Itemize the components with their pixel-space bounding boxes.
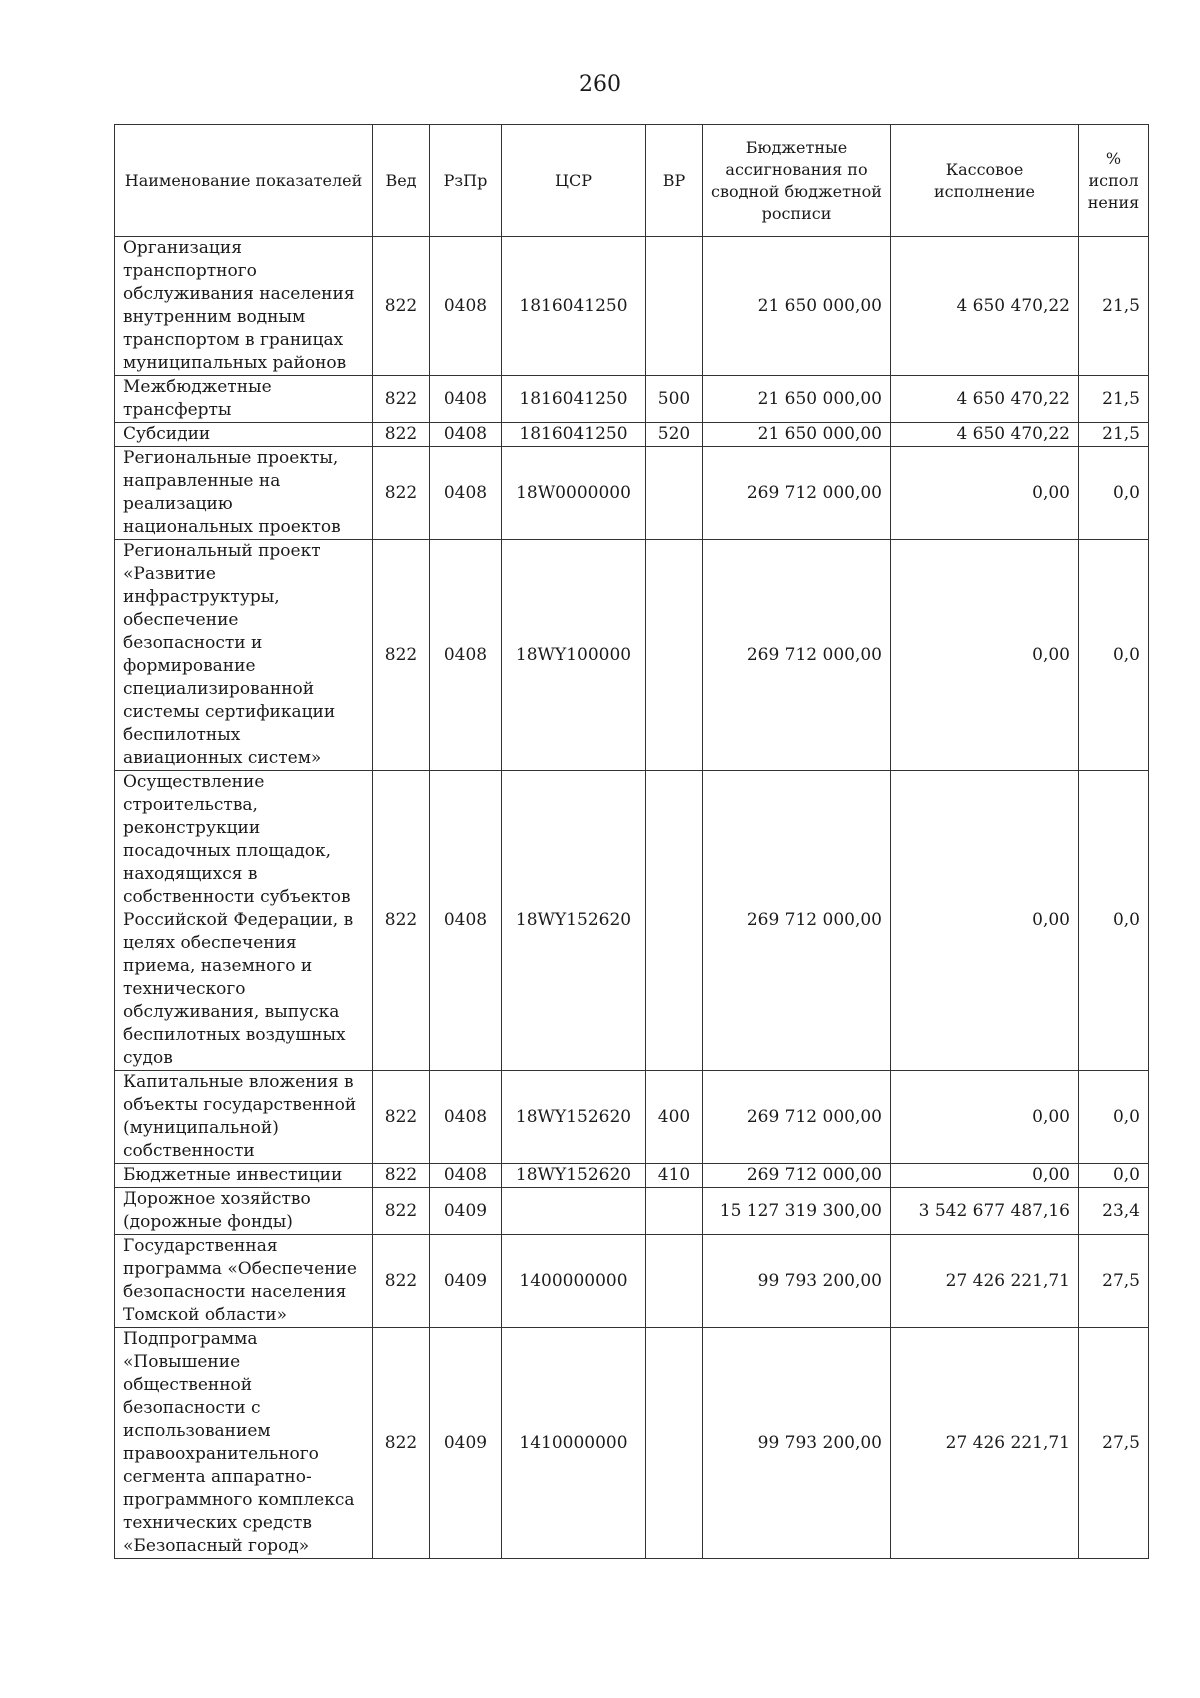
table-header-row [115,125,1149,237]
row-name: Осуществление строительства, реконструкции посадочных площадок, находящихся в собственности субъектов Российской Федерации, в целях обеспечения приема, наземного и технического обслуживания, выпуска беспилотных воздушных судов [115,771,373,1071]
row-budget: 21 650 000,00 [703,237,891,376]
row-csr: 1410000000 [502,1328,646,1559]
table-row [115,1235,1149,1328]
row-name: Бюджетные инвестиции [115,1164,373,1188]
row-rzpr: 0409 [430,1328,502,1559]
row-ved: 822 [373,423,430,447]
row-ved: 822 [373,540,430,771]
row-name: Региональный проект «Развитие инфраструктуры, обеспечение безопасности и формирование специализированной системы сертификации беспилотных авиационных систем» [115,540,373,771]
row-vr [646,1328,703,1559]
row-ved: 822 [373,1328,430,1559]
header-vr: ВР [646,125,703,237]
row-budget: 269 712 000,00 [703,447,891,540]
table-row [115,447,1149,540]
row-vr: 400 [646,1071,703,1164]
header-ved: Вед [373,125,430,237]
row-budget: 269 712 000,00 [703,540,891,771]
row-cash: 0,00 [891,447,1079,540]
row-pct: 23,4 [1079,1188,1149,1235]
row-pct: 21,5 [1079,376,1149,423]
row-pct: 0,0 [1079,1071,1149,1164]
header-name: Наименование показателей [115,125,373,237]
row-pct: 0,0 [1079,447,1149,540]
page-number: 260 [579,72,621,97]
row-rzpr: 0408 [430,1164,502,1188]
row-cash: 27 426 221,71 [891,1235,1079,1328]
table-row [115,1164,1149,1188]
table-row [115,376,1149,423]
row-cash: 4 650 470,22 [891,423,1079,447]
row-name: Подпрограмма «Повышение общественной безопасности с использованием правоохранительного сегмента аппаратно-программного комплекса технических средств «Безопасный город» [115,1328,373,1559]
row-cash: 0,00 [891,1071,1079,1164]
row-pct: 0,0 [1079,771,1149,1071]
row-rzpr: 0408 [430,423,502,447]
row-csr: 18W0000000 [502,447,646,540]
row-rzpr: 0408 [430,540,502,771]
row-vr [646,771,703,1071]
table-row [115,423,1149,447]
row-cash: 0,00 [891,1164,1079,1188]
row-vr: 500 [646,376,703,423]
row-budget: 269 712 000,00 [703,1164,891,1188]
row-csr [502,1188,646,1235]
row-ved: 822 [373,1164,430,1188]
row-name: Региональные проекты, направленные на реализацию национальных проектов [115,447,373,540]
row-cash: 0,00 [891,540,1079,771]
table-row [115,1188,1149,1235]
row-pct: 21,5 [1079,423,1149,447]
table-row [115,1328,1149,1559]
row-csr: 18WY152620 [502,1164,646,1188]
row-name: Капитальные вложения в объекты государственной (муниципальной) собственности [115,1071,373,1164]
row-rzpr: 0408 [430,771,502,1071]
row-cash: 4 650 470,22 [891,237,1079,376]
row-vr: 520 [646,423,703,447]
row-vr [646,1188,703,1235]
budget-table [114,124,1149,1559]
row-vr [646,540,703,771]
row-pct: 0,0 [1079,540,1149,771]
row-budget: 269 712 000,00 [703,1071,891,1164]
row-rzpr: 0409 [430,1188,502,1235]
header-pct: % испол нения [1079,125,1149,237]
row-budget: 269 712 000,00 [703,771,891,1071]
row-csr: 1816041250 [502,237,646,376]
table-row [115,771,1149,1071]
row-csr: 1816041250 [502,423,646,447]
row-cash: 4 650 470,22 [891,376,1079,423]
row-pct: 27,5 [1079,1235,1149,1328]
row-ved: 822 [373,447,430,540]
row-csr: 1816041250 [502,376,646,423]
row-ved: 822 [373,1188,430,1235]
row-vr [646,447,703,540]
row-pct: 27,5 [1079,1328,1149,1559]
header-rzpr: РзПр [430,125,502,237]
table-row [115,237,1149,376]
header-cash: Кассовое исполнение [891,125,1079,237]
row-ved: 822 [373,771,430,1071]
row-cash: 0,00 [891,771,1079,1071]
row-name: Дорожное хозяйство (дорожные фонды) [115,1188,373,1235]
row-ved: 822 [373,1235,430,1328]
row-csr: 18WY152620 [502,1071,646,1164]
row-cash: 27 426 221,71 [891,1328,1079,1559]
row-budget: 15 127 319 300,00 [703,1188,891,1235]
row-csr: 18WY100000 [502,540,646,771]
row-name: Субсидии [115,423,373,447]
row-csr: 18WY152620 [502,771,646,1071]
table-row [115,1071,1149,1164]
row-rzpr: 0408 [430,447,502,540]
row-rzpr: 0408 [430,376,502,423]
row-budget: 99 793 200,00 [703,1328,891,1559]
row-rzpr: 0408 [430,237,502,376]
row-pct: 21,5 [1079,237,1149,376]
header-budget: Бюджетные ассигнования по сводной бюджетной росписи [703,125,891,237]
row-budget: 21 650 000,00 [703,376,891,423]
row-name: Государственная программа «Обеспечение безопасности населения Томской области» [115,1235,373,1328]
table-row [115,540,1149,771]
row-ved: 822 [373,376,430,423]
row-ved: 822 [373,237,430,376]
row-vr [646,237,703,376]
row-name: Межбюджетные трансферты [115,376,373,423]
row-pct: 0,0 [1079,1164,1149,1188]
row-cash: 3 542 677 487,16 [891,1188,1079,1235]
row-rzpr: 0409 [430,1235,502,1328]
row-csr: 1400000000 [502,1235,646,1328]
row-budget: 99 793 200,00 [703,1235,891,1328]
row-name: Организация транспортного обслуживания населения внутренним водным транспортом в границах муниципальных районов [115,237,373,376]
row-ved: 822 [373,1071,430,1164]
row-vr: 410 [646,1164,703,1188]
row-budget: 21 650 000,00 [703,423,891,447]
row-rzpr: 0408 [430,1071,502,1164]
header-csr: ЦСР [502,125,646,237]
row-vr [646,1235,703,1328]
